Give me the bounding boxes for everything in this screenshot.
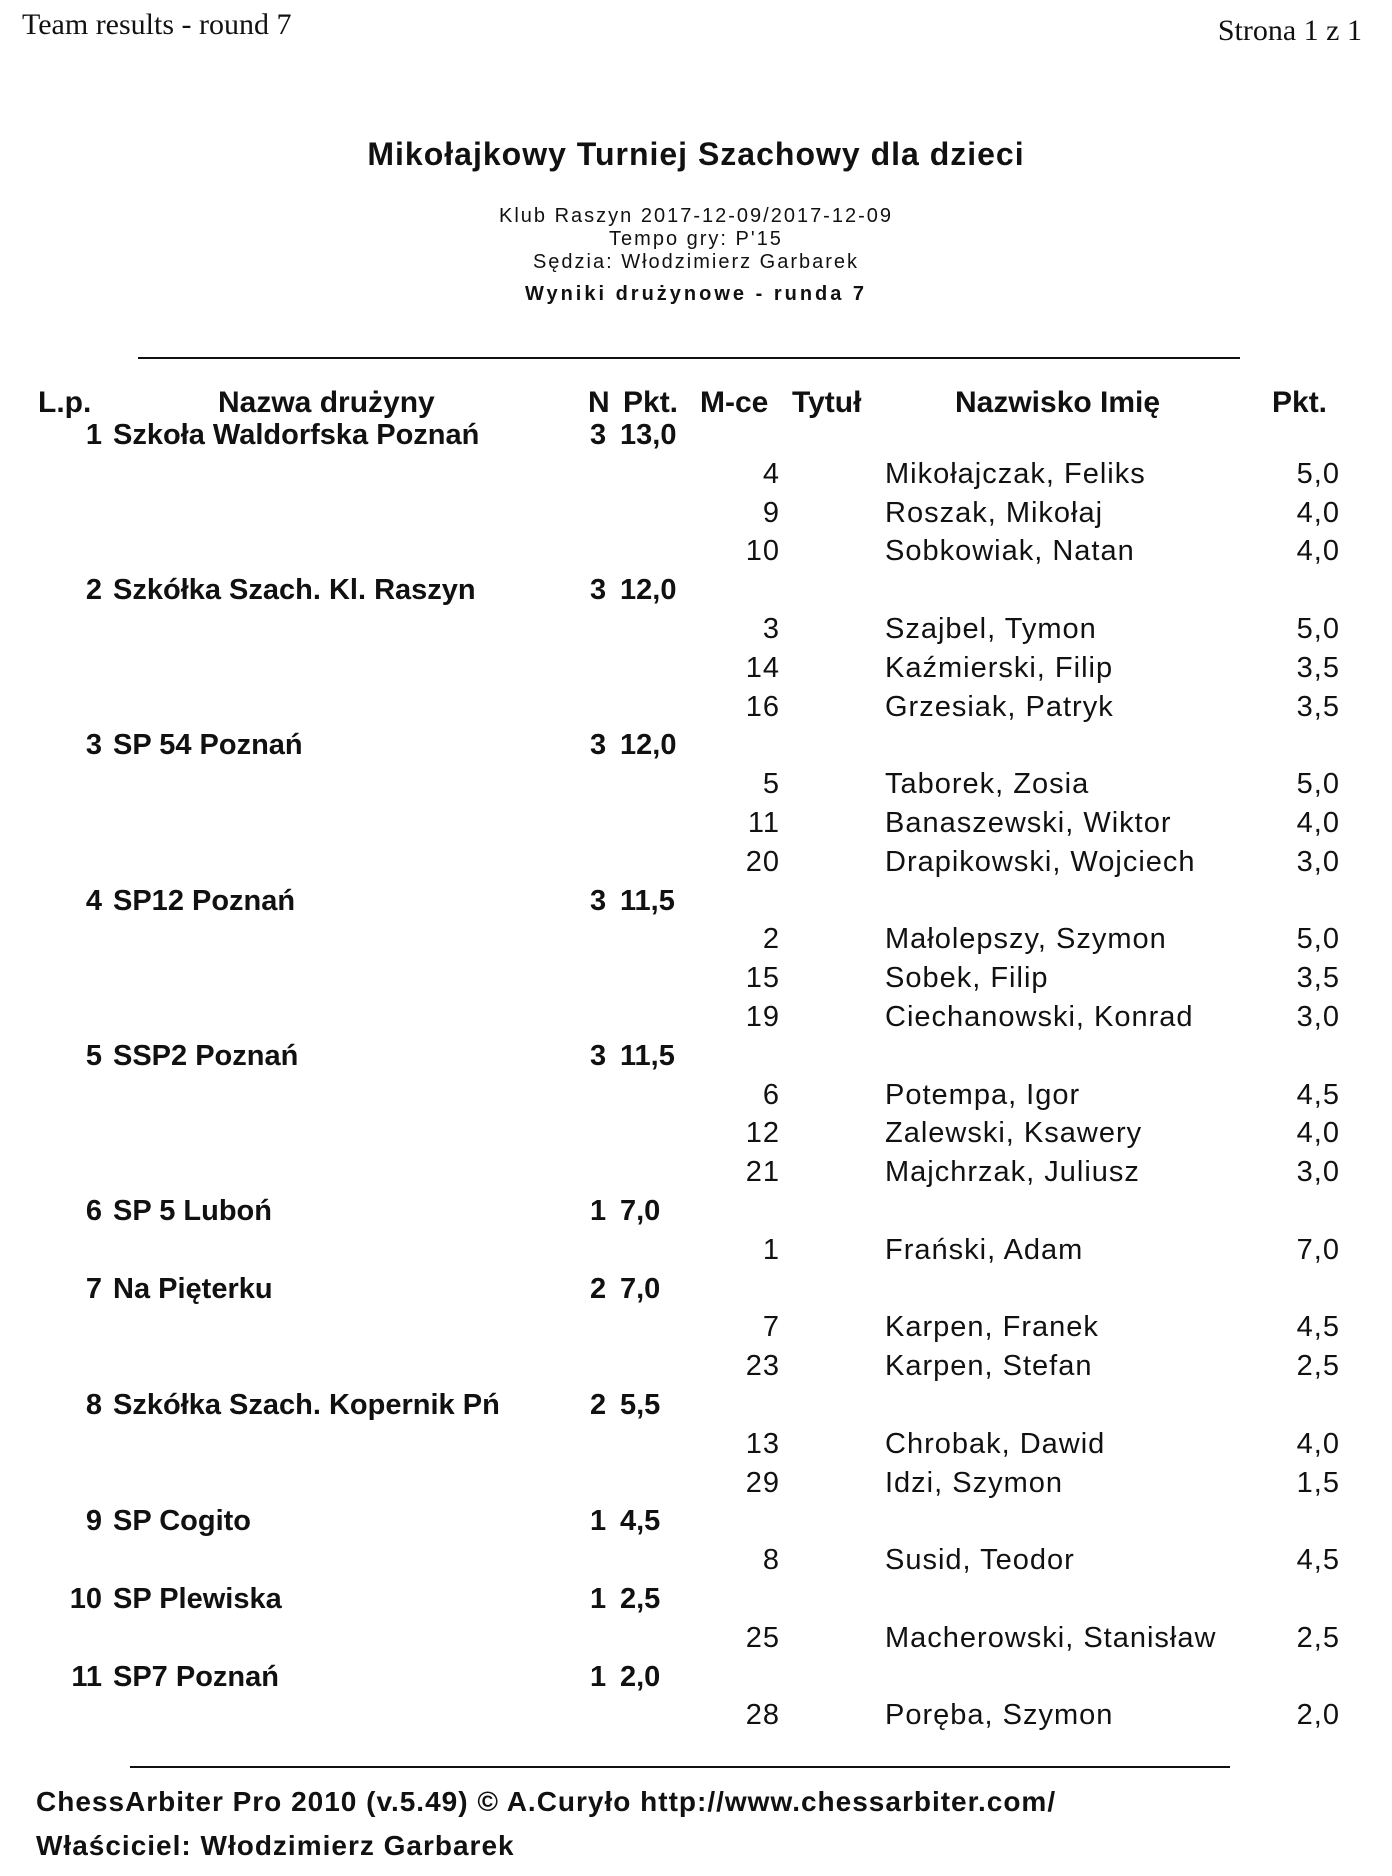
player-row	[0, 1350, 1392, 1389]
team-n: 1	[590, 1583, 607, 1615]
team-row	[0, 1661, 1392, 1700]
player-rank: 11	[747, 807, 780, 839]
player-rank: 25	[745, 1621, 780, 1654]
player-points: 3,5	[1296, 651, 1340, 684]
player-rank: 20	[745, 845, 780, 878]
team-points: 7,0	[620, 1195, 661, 1227]
col-tytul: Tytuł	[792, 386, 862, 419]
player-points: 3,5	[1296, 962, 1340, 995]
player-points: 3,0	[1296, 1001, 1340, 1033]
team-n: 1	[590, 1505, 607, 1538]
col-team-name: Nazwa drużyny	[218, 386, 435, 419]
team-name: Na Pięterku	[113, 1272, 273, 1305]
player-row	[0, 535, 1392, 574]
player-points: 4,0	[1296, 535, 1340, 568]
player-name: Susid, Teodor	[885, 1544, 1075, 1577]
team-row	[0, 1389, 1392, 1428]
player-row	[0, 768, 1392, 807]
team-lp: 9	[85, 1505, 102, 1538]
player-name: Majchrzak, Juliusz	[885, 1156, 1140, 1189]
team-n: 3	[590, 574, 607, 607]
player-name: Kaźmierski, Filip	[885, 651, 1114, 684]
player-rank: 21	[745, 1156, 780, 1189]
team-lp: 2	[85, 574, 102, 607]
col-lp: L.p.	[38, 386, 92, 419]
team-row	[0, 419, 1392, 458]
player-rank: 14	[745, 651, 780, 684]
player-rank: 28	[745, 1699, 780, 1732]
player-name: Szajbel, Tymon	[885, 613, 1097, 645]
col-mce: M-ce	[700, 386, 769, 419]
player-rank: 19	[745, 1001, 780, 1033]
team-row	[0, 1040, 1392, 1079]
team-lp: 4	[85, 884, 102, 917]
player-rank: 8	[762, 1544, 780, 1577]
player-row	[0, 1001, 1392, 1040]
col-pkt: Pkt.	[623, 386, 679, 419]
team-n: 2	[590, 1389, 607, 1421]
player-rank: 7	[762, 1311, 780, 1344]
player-points: 3,5	[1296, 690, 1340, 723]
player-name: Chrobak, Dawid	[885, 1427, 1106, 1460]
team-points: 4,5	[620, 1505, 661, 1538]
player-name: Sobek, Filip	[885, 962, 1049, 995]
player-row	[0, 962, 1392, 1001]
club-dates: Klub Raszyn 2017-12-09/2017-12-09	[499, 205, 893, 227]
player-points: 2,5	[1296, 1350, 1340, 1383]
top-divider	[138, 357, 1240, 359]
team-row	[0, 1583, 1392, 1622]
team-row	[0, 574, 1392, 613]
document-title: Mikołajkowy Turniej Szachowy dla dzieci	[367, 136, 1025, 172]
player-points: 4,5	[1296, 1078, 1340, 1111]
player-row	[0, 1234, 1392, 1273]
player-name: Poręba, Szymon	[885, 1699, 1114, 1732]
footer-owner: Właściciel: Włodzimierz Garbarek	[36, 1830, 515, 1861]
player-name: Karpen, Stefan	[885, 1350, 1093, 1383]
team-row	[0, 885, 1392, 924]
player-points: 2,0	[1296, 1699, 1340, 1732]
team-name: SP7 Poznań	[113, 1660, 279, 1693]
team-lp: 3	[85, 729, 102, 762]
player-rank: 10	[745, 535, 780, 568]
team-n: 3	[590, 729, 607, 762]
team-lp: 10	[69, 1583, 102, 1615]
player-name: Grzesiak, Patryk	[885, 690, 1114, 723]
player-points: 4,5	[1296, 1311, 1340, 1344]
player-rank: 5	[762, 768, 780, 801]
team-points: 7,0	[620, 1272, 661, 1305]
col-player-name: Nazwisko Imię	[955, 386, 1161, 419]
team-lp: 1	[85, 419, 102, 451]
player-points: 4,0	[1296, 1427, 1340, 1460]
player-rank: 12	[745, 1117, 780, 1150]
col-player-pkt: Pkt.	[1272, 386, 1328, 419]
player-row	[0, 1156, 1392, 1195]
team-points: 12,0	[620, 574, 677, 607]
player-row	[0, 807, 1392, 846]
player-row	[0, 923, 1392, 962]
team-name: SP 5 Luboń	[113, 1195, 272, 1227]
player-points: 5,0	[1296, 923, 1340, 956]
player-rank: 9	[762, 496, 780, 529]
team-n: 3	[590, 419, 607, 451]
player-row	[0, 1467, 1392, 1506]
team-row	[0, 729, 1392, 768]
team-name: SP12 Poznań	[113, 884, 296, 917]
player-rank: 4	[762, 457, 780, 490]
team-lp: 11	[71, 1660, 102, 1693]
team-points: 11,5	[620, 1039, 675, 1072]
team-lp: 6	[85, 1195, 102, 1227]
player-row	[0, 613, 1392, 652]
judge-line: Sędzia: Włodzimierz Garbarek	[532, 251, 860, 273]
team-points: 12,0	[620, 729, 677, 762]
team-n: 2	[590, 1272, 607, 1305]
bottom-divider	[130, 1766, 1230, 1768]
player-row	[0, 458, 1392, 497]
tempo-line: Tempo gry: P'15	[609, 228, 783, 250]
team-points: 2,0	[620, 1660, 661, 1693]
player-rank: 15	[745, 962, 780, 995]
player-name: Drapikowski, Wojciech	[885, 845, 1196, 878]
player-rank: 23	[745, 1350, 780, 1383]
player-name: Karpen, Franek	[885, 1311, 1099, 1344]
player-rank: 6	[762, 1078, 780, 1111]
team-name: SSP2 Poznań	[113, 1039, 299, 1072]
team-n: 1	[590, 1660, 607, 1693]
player-points: 5,0	[1296, 457, 1340, 490]
team-points: 13,0	[620, 419, 677, 451]
team-name: SP Plewiska	[113, 1583, 282, 1615]
team-points: 2,5	[620, 1583, 661, 1615]
player-points: 5,0	[1296, 613, 1340, 645]
player-row	[0, 846, 1392, 885]
player-name: Idzi, Szymon	[885, 1466, 1063, 1499]
footer-software: ChessArbiter Pro 2010 (v.5.49) © A.Curyło http://www.chessarbiter.com/	[36, 1786, 1057, 1817]
player-points: 7,0	[1296, 1233, 1340, 1266]
player-points: 4,5	[1296, 1544, 1340, 1577]
player-row	[0, 1544, 1392, 1583]
team-name: SP 54 Poznań	[113, 729, 303, 762]
player-points: 3,0	[1296, 1156, 1340, 1189]
team-n: 3	[590, 884, 607, 917]
player-rank: 29	[745, 1466, 780, 1499]
team-n: 3	[590, 1039, 607, 1072]
player-row	[0, 1699, 1392, 1738]
player-points: 4,0	[1296, 807, 1340, 839]
team-name: SP Cogito	[113, 1505, 252, 1538]
team-lp: 8	[85, 1389, 102, 1421]
page-header-right: Strona 1 z 1	[1217, 14, 1362, 47]
player-row	[0, 1428, 1392, 1467]
player-row	[0, 1622, 1392, 1661]
player-rank: 3	[762, 613, 780, 645]
team-name: Szkółka Szach. Kl. Raszyn	[113, 574, 476, 607]
team-points: 5,5	[620, 1389, 661, 1421]
player-points: 2,5	[1296, 1621, 1340, 1654]
player-row	[0, 1117, 1392, 1156]
player-name: Ciechanowski, Konrad	[885, 1001, 1194, 1033]
team-lp: 7	[85, 1272, 102, 1305]
team-row	[0, 1505, 1392, 1544]
player-row	[0, 497, 1392, 536]
player-name: Potempa, Igor	[885, 1078, 1081, 1111]
player-rank: 1	[762, 1233, 780, 1266]
team-name: Szkółka Szach. Kopernik Pń	[113, 1389, 500, 1421]
player-name: Roszak, Mikołaj	[885, 496, 1104, 529]
col-n: N	[588, 386, 610, 419]
team-points: 11,5	[620, 884, 675, 917]
team-name: Szkoła Waldorfska Poznań	[113, 419, 480, 451]
player-name: Małolepszy, Szymon	[885, 923, 1167, 956]
results-subtitle: Wyniki drużynowe - runda 7	[524, 283, 868, 305]
player-name: Mikołajczak, Feliks	[885, 457, 1146, 490]
team-n: 1	[590, 1195, 607, 1227]
page-header-left: Team results - round 7	[22, 8, 292, 41]
player-row	[0, 652, 1392, 691]
player-rank: 13	[745, 1427, 780, 1460]
player-points: 3,0	[1296, 845, 1340, 878]
team-lp: 5	[85, 1039, 102, 1072]
player-name: Taborek, Zosia	[885, 768, 1090, 801]
player-rank: 16	[745, 690, 780, 723]
team-row	[0, 1195, 1392, 1234]
player-row	[0, 691, 1392, 730]
player-points: 1,5	[1296, 1466, 1340, 1499]
player-name: Frański, Adam	[885, 1233, 1084, 1266]
player-row	[0, 1311, 1392, 1350]
player-points: 5,0	[1296, 768, 1340, 801]
player-name: Banaszewski, Wiktor	[885, 807, 1172, 839]
player-rank: 2	[762, 923, 780, 956]
team-row	[0, 1273, 1392, 1312]
player-name: Macherowski, Stanisław	[885, 1621, 1217, 1654]
player-name: Sobkowiak, Natan	[885, 535, 1135, 568]
player-points: 4,0	[1296, 496, 1340, 529]
player-name: Zalewski, Ksawery	[885, 1117, 1143, 1150]
player-row	[0, 1079, 1392, 1118]
player-points: 4,0	[1296, 1117, 1340, 1150]
